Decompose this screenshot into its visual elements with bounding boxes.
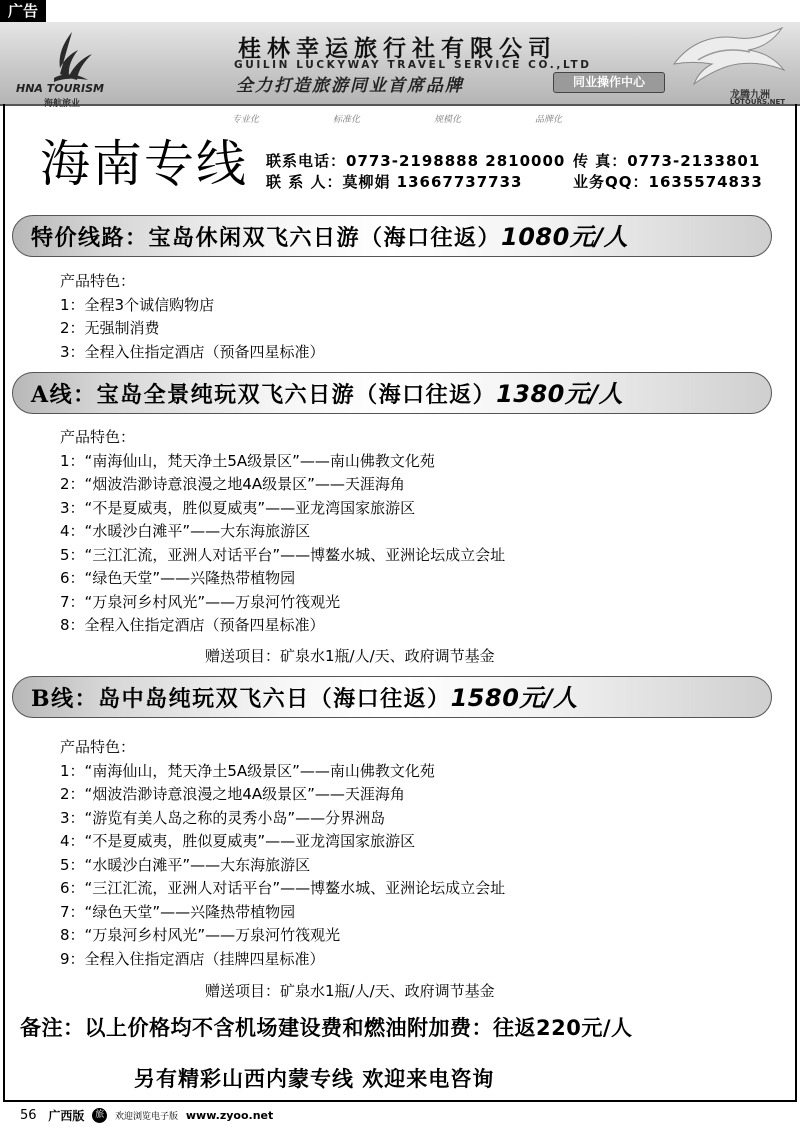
company-banner xyxy=(0,22,800,125)
gift-items: 赠送项目：矿泉水1瓶/人/天、政府调节基金 xyxy=(205,647,495,665)
hna-logo-subtext: 海航旅业 xyxy=(44,99,81,109)
route-price: 1380元/人 xyxy=(496,380,624,408)
brand-keywords xyxy=(232,112,562,125)
list-item: 6：“三江汇流，亚洲人对话平台”——博鳌水城、亚洲论坛成立会址 xyxy=(60,879,506,897)
website-url[interactable]: www.zyoo.net xyxy=(185,1109,274,1122)
frame-border-right xyxy=(795,104,797,1102)
route-name: 特价线路：宝岛休闲双飞六日游（海口往返） xyxy=(31,225,502,251)
edition-label: 广西版 xyxy=(48,1109,85,1123)
contact-phone: 联系电话：0773-2198888 2810000 xyxy=(266,152,566,170)
remark-note: 备注：以上价格均不含机场建设费和燃油附加费：往返220元/人 xyxy=(20,1016,633,1040)
keyword: 标准化 xyxy=(332,115,360,125)
hna-logo-text: HNA TOURISM xyxy=(16,82,104,95)
route-name: A线：宝岛全景纯玩双飞六日游（海口往返） xyxy=(31,382,497,408)
features-label: 产品特色： xyxy=(60,272,136,290)
operation-center-badge: 同业操作中心 xyxy=(553,72,665,93)
list-item: 3：全程入住指定酒店（预备四星标准） xyxy=(60,342,325,361)
promo-tagline: 另有精彩山西内蒙专线 欢迎来电咨询 xyxy=(134,1067,495,1091)
feature-list-line-b xyxy=(60,736,505,971)
section-title xyxy=(31,216,628,258)
page-footer xyxy=(20,1107,273,1125)
route-price: 1580元/人 xyxy=(450,684,578,712)
keyword: 专业化 xyxy=(232,115,260,125)
company-name: 桂林幸运旅行社有限公司 xyxy=(238,36,557,62)
contact-fax: 传 真：0773-2133801 xyxy=(573,152,761,170)
dragon-logo-icon xyxy=(668,24,788,88)
company-slogan: 全力打造旅游同业首席品牌 xyxy=(236,76,464,96)
gift-items: 赠送项目：矿泉水1瓶/人/天、政府调节基金 xyxy=(205,982,495,1000)
features-label: 产品特色： xyxy=(60,428,136,446)
contact-qq: 业务QQ：1635574833 xyxy=(573,173,763,191)
list-item: 8：全程入住指定酒店（预备四星标准） xyxy=(60,616,325,634)
ad-tag: 广告 xyxy=(0,0,46,22)
features-label: 产品特色： xyxy=(60,738,136,756)
list-item: 3：“不是夏威夷，胜似夏威夷”——亚龙湾国家旅游区 xyxy=(60,498,416,517)
list-item: 4：“不是夏威夷，胜似夏威夷”——亚龙湾国家旅游区 xyxy=(60,832,416,850)
right-logo-url: LOTOURS.NET xyxy=(730,98,786,106)
section-bar-special xyxy=(12,215,772,257)
route-price: 1080元/人 xyxy=(501,223,629,251)
list-item: 7：“万泉河乡村风光”——万泉河竹筏观光 xyxy=(60,592,341,611)
list-item: 2：“烟波浩渺诗意浪漫之地4A级景区”——天涯海角 xyxy=(60,785,405,803)
list-item: 1：“南海仙山，梵天净土5A级景区”——南山佛教文化苑 xyxy=(60,761,435,780)
route-name: B线：岛中岛纯玩双飞六日（海口往返） xyxy=(31,686,451,712)
list-item: 2：无强制消费 xyxy=(60,319,160,337)
list-item: 9：全程入住指定酒店（挂牌四星标准） xyxy=(60,949,325,968)
edition-badge-icon: 旅 xyxy=(92,1108,107,1123)
list-item: 1：“南海仙山，梵天净土5A级景区”——南山佛教文化苑 xyxy=(60,451,435,470)
list-item: 3：“游览有美人岛之称的灵秀小岛”——分界洲岛 xyxy=(60,808,386,827)
list-item: 2：“烟波浩渺诗意浪漫之地4A级景区”——天涯海角 xyxy=(60,475,405,493)
section-title xyxy=(31,373,623,415)
section-bar-line-b xyxy=(12,676,772,718)
page-number: 56 xyxy=(20,1108,37,1123)
list-item: 5：“三江汇流，亚洲人对话平台”——博鳌水城、亚洲论坛成立会址 xyxy=(60,545,506,564)
list-item: 5：“水暖沙白滩平”——大东海旅游区 xyxy=(60,855,311,874)
list-item: 7：“绿色天堂”——兴隆热带植物园 xyxy=(60,902,296,921)
feature-list-special xyxy=(60,270,325,364)
keyword: 规模化 xyxy=(433,115,461,125)
list-item: 8：“万泉河乡村风光”——万泉河竹筏观光 xyxy=(60,926,341,944)
keyword: 品牌化 xyxy=(534,115,562,125)
list-item: 4：“水暖沙白滩平”——大东海旅游区 xyxy=(60,522,311,540)
ebook-note: 欢迎浏览电子版 xyxy=(115,1112,179,1122)
right-logo-name: 龙腾九洲 xyxy=(730,90,770,101)
company-english-name: GUILIN LUCKYWAY TRAVEL SERVICE CO.,LTD xyxy=(234,59,592,71)
section-bar-line-a xyxy=(12,372,772,414)
frame-border-left xyxy=(3,104,5,1102)
feature-list-line-a xyxy=(60,426,505,638)
contact-person: 联 系 人：莫柳娟 13667737733 xyxy=(266,173,523,191)
list-item: 6：“绿色天堂”——兴隆热带植物园 xyxy=(60,569,296,587)
section-title xyxy=(31,677,578,719)
frame-border-bottom xyxy=(3,1100,797,1102)
page-title: 海南专线 xyxy=(40,135,248,193)
list-item: 1：全程3个诚信购物店 xyxy=(60,295,215,314)
